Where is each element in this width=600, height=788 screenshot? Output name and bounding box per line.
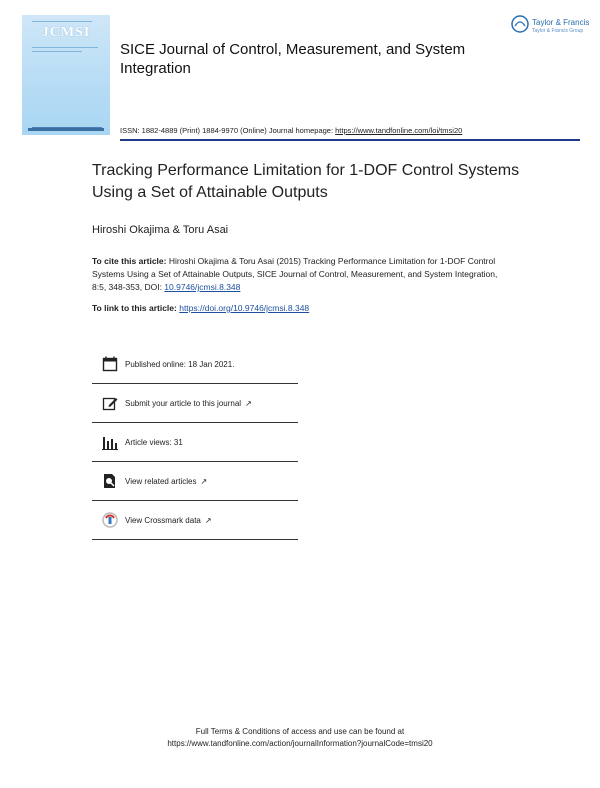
article-title: Tracking Performance Limitation for 1-DOF Control Systems Using a Set of Attainable Outputs xyxy=(92,162,520,201)
cover-line xyxy=(32,51,82,52)
terms-footer-text: Full Terms & Conditions of access and use can be found at xyxy=(195,727,405,736)
article-views-label: Article views: 31 xyxy=(125,437,183,447)
crossmark-icon xyxy=(100,510,120,530)
external-link-icon: ↗ xyxy=(200,476,208,486)
header-divider xyxy=(120,139,580,141)
cover-brand: JCMSI xyxy=(41,25,91,40)
bar-chart-icon xyxy=(100,432,120,452)
issn-text: ISSN: 1882-4889 (Print) 1884-9970 (Online) Journal homepage: xyxy=(120,126,336,135)
issn-line xyxy=(120,126,462,135)
citation-block xyxy=(92,255,512,294)
publisher-logo-icon xyxy=(510,14,530,34)
citation-text: Hiroshi Okajima & Toru Asai (2015) Tracking Performance Limitation for 1-DOF Control Systems Using a Set of Attainable Outputs, SICE Journal of Control, Measurement, and System Integration, 8:5, 348-353, DOI: xyxy=(92,256,498,292)
article-link-line xyxy=(92,303,309,313)
calendar-icon xyxy=(100,354,120,374)
cover-line xyxy=(32,47,98,48)
article-doi-link[interactable]: https://doi.org/10.9746/jcmsi.8.348 xyxy=(179,303,310,313)
article-views-item xyxy=(92,423,298,462)
publisher-logo[interactable] xyxy=(510,14,590,40)
terms-footer xyxy=(0,726,600,750)
submit-article-label[interactable]: Submit your article to this journal xyxy=(125,398,242,408)
published-online-label: Published online: 18 Jan 2021. xyxy=(125,359,235,369)
article-authors: Hiroshi Okajima & Toru Asai xyxy=(92,224,229,236)
external-link-icon: ↗ xyxy=(245,398,252,408)
article-actions-list xyxy=(92,345,298,540)
crossmark-item[interactable] xyxy=(92,501,298,540)
edit-icon xyxy=(100,393,120,413)
terms-footer-link[interactable]: https://www.tandfonline.com/action/journalInformation?journalCode=tmsi20 xyxy=(167,739,433,748)
citation-label: To cite this article: xyxy=(92,256,167,266)
cover-line xyxy=(32,21,92,22)
journal-homepage-link[interactable]: https://www.tandfonline.com/loi/tmsi20 xyxy=(335,126,463,135)
related-articles-item[interactable] xyxy=(92,462,298,501)
article-link-label: To link to this article: xyxy=(92,303,180,313)
publisher-logo-text: Taylor & Francis Taylor & Francis Group xyxy=(532,18,590,34)
journal-cover-image xyxy=(22,15,110,135)
cover-footer-bar xyxy=(28,128,104,131)
submit-article-item[interactable] xyxy=(92,384,298,423)
journal-title: SICE Journal of Control, Measurement, and System Integration xyxy=(120,41,466,77)
related-articles-label[interactable]: View related articles xyxy=(125,476,197,486)
citation-doi-link[interactable]: 10.9746/jcmsi.8.348 xyxy=(164,282,241,292)
search-document-icon xyxy=(100,471,120,491)
crossmark-label[interactable]: View Crossmark data xyxy=(125,515,201,525)
published-online-item xyxy=(92,345,298,384)
external-link-icon: ↗ xyxy=(204,515,212,525)
